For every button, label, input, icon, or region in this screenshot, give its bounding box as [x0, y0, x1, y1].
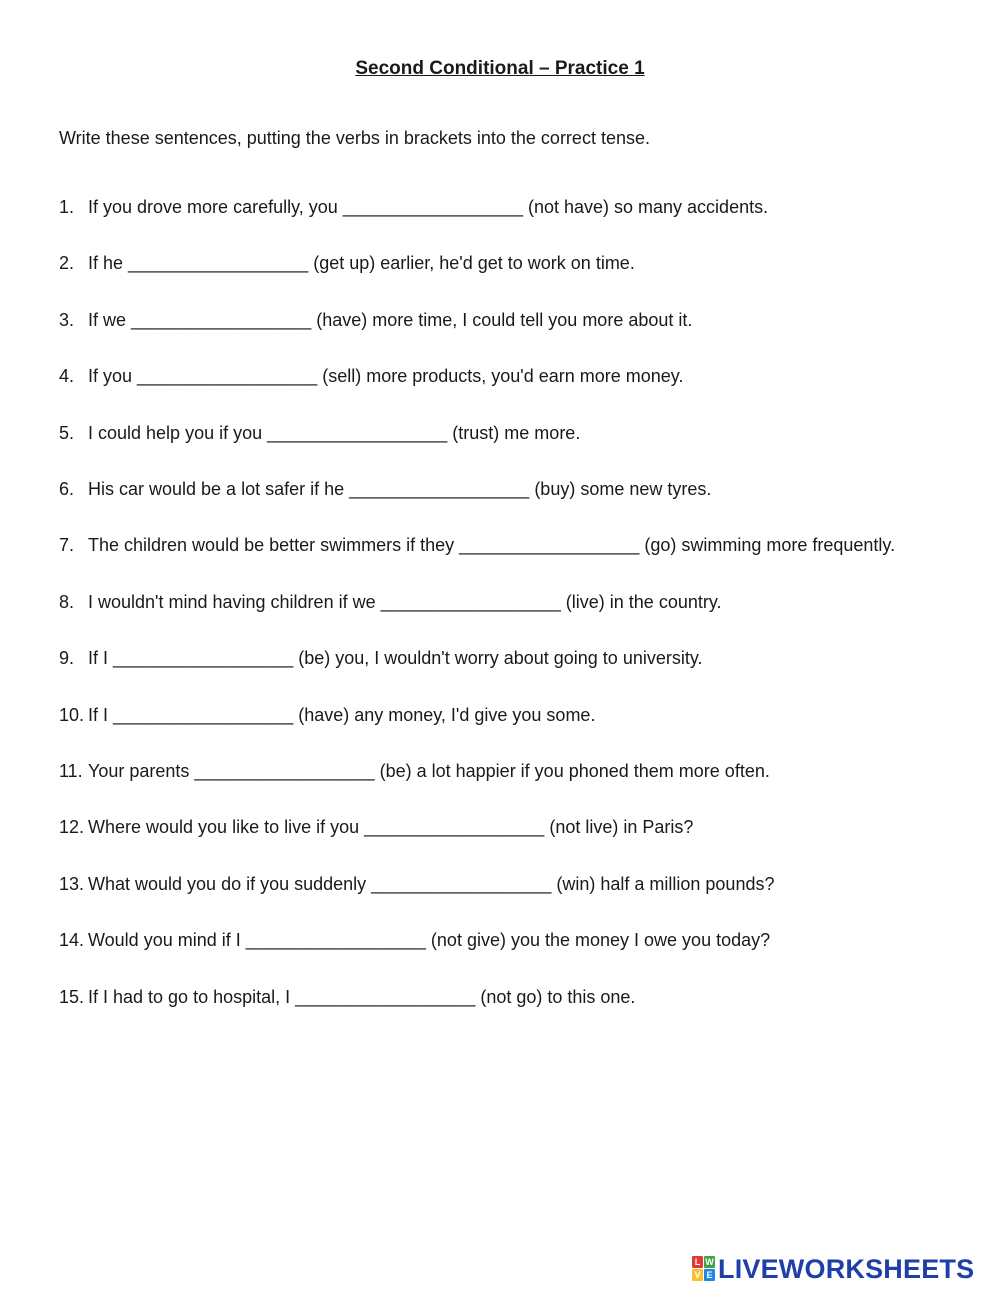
exercise-number: 5. — [59, 422, 75, 443]
logo-tile: V — [692, 1269, 703, 1281]
exercise-item — [59, 988, 919, 1044]
exercise-sentence: If you __________________ (sell) more products, you'd earn more money. — [88, 366, 684, 387]
exercise-sentence: If I __________________ (be) you, I wouldn't worry about going to university. — [88, 648, 703, 669]
exercise-sentence: Your parents __________________ (be) a lot happier if you phoned them more often. — [88, 761, 770, 782]
logo-tile: E — [704, 1269, 715, 1281]
worksheet-title: Second Conditional – Practice 1 — [355, 58, 645, 79]
instructions-text: Write these sentences, putting the verbs in brackets into the correct tense. — [59, 128, 650, 148]
exercise-number: 3. — [59, 309, 75, 330]
logo-tile: W — [705, 1257, 714, 1267]
exercise-number: 13. — [59, 873, 85, 894]
exercise-number: 10. — [59, 704, 85, 725]
exercise-sentence: Would you mind if I __________________ (not give) you the money I owe you today? — [88, 930, 771, 951]
liveworksheets-logo-icon — [692, 1256, 716, 1282]
exercise-sentence: Where would you like to live if you __________________ (not live) in Paris? — [88, 817, 694, 838]
liveworksheets-logo — [692, 1254, 974, 1284]
exercise-sentence: His car would be a lot safer if he __________________ (buy) some new tyres. — [88, 479, 712, 500]
exercise-number: 11. — [59, 761, 83, 782]
exercise-list — [59, 198, 919, 1044]
exercise-number: 4. — [59, 366, 75, 387]
exercise-sentence: The children would be better swimmers if they __________________ (go) swimming more frequently. — [88, 535, 896, 556]
exercise-number: 9. — [59, 648, 75, 669]
exercise-sentence: If he __________________ (get up) earlier, he'd get to work on time. — [88, 253, 635, 274]
exercise-sentence: If I __________________ (have) any money, I'd give you some. — [88, 704, 596, 725]
exercise-number: 12. — [59, 817, 85, 838]
logo-tile: L — [692, 1256, 703, 1268]
exercise-sentence: I wouldn't mind having children if we __________________ (live) in the country. — [88, 591, 722, 612]
exercise-number: 1. — [59, 197, 75, 217]
exercise-number: 7. — [59, 535, 75, 556]
exercise-sentence: What would you do if you suddenly __________________ (win) half a million pounds? — [88, 873, 775, 894]
exercise-sentence: If you drove more carefully, you __________________ (not have) so many accidents. — [88, 197, 769, 217]
exercise-number: 15. — [59, 986, 85, 1007]
exercise-number: 2. — [59, 253, 75, 274]
logo-wordmark: LIVEWORKSHEETS — [718, 1254, 975, 1284]
exercise-number: 14. — [59, 930, 85, 951]
exercise-sentence: If we __________________ (have) more time, I could tell you more about it. — [88, 309, 693, 330]
exercise-number: 6. — [59, 479, 75, 500]
exercise-number: 8. — [59, 591, 75, 612]
exercise-sentence: I could help you if you __________________ (trust) me more. — [88, 422, 581, 443]
exercise-sentence: If I had to go to hospital, I __________________ (not go) to this one. — [88, 986, 636, 1007]
